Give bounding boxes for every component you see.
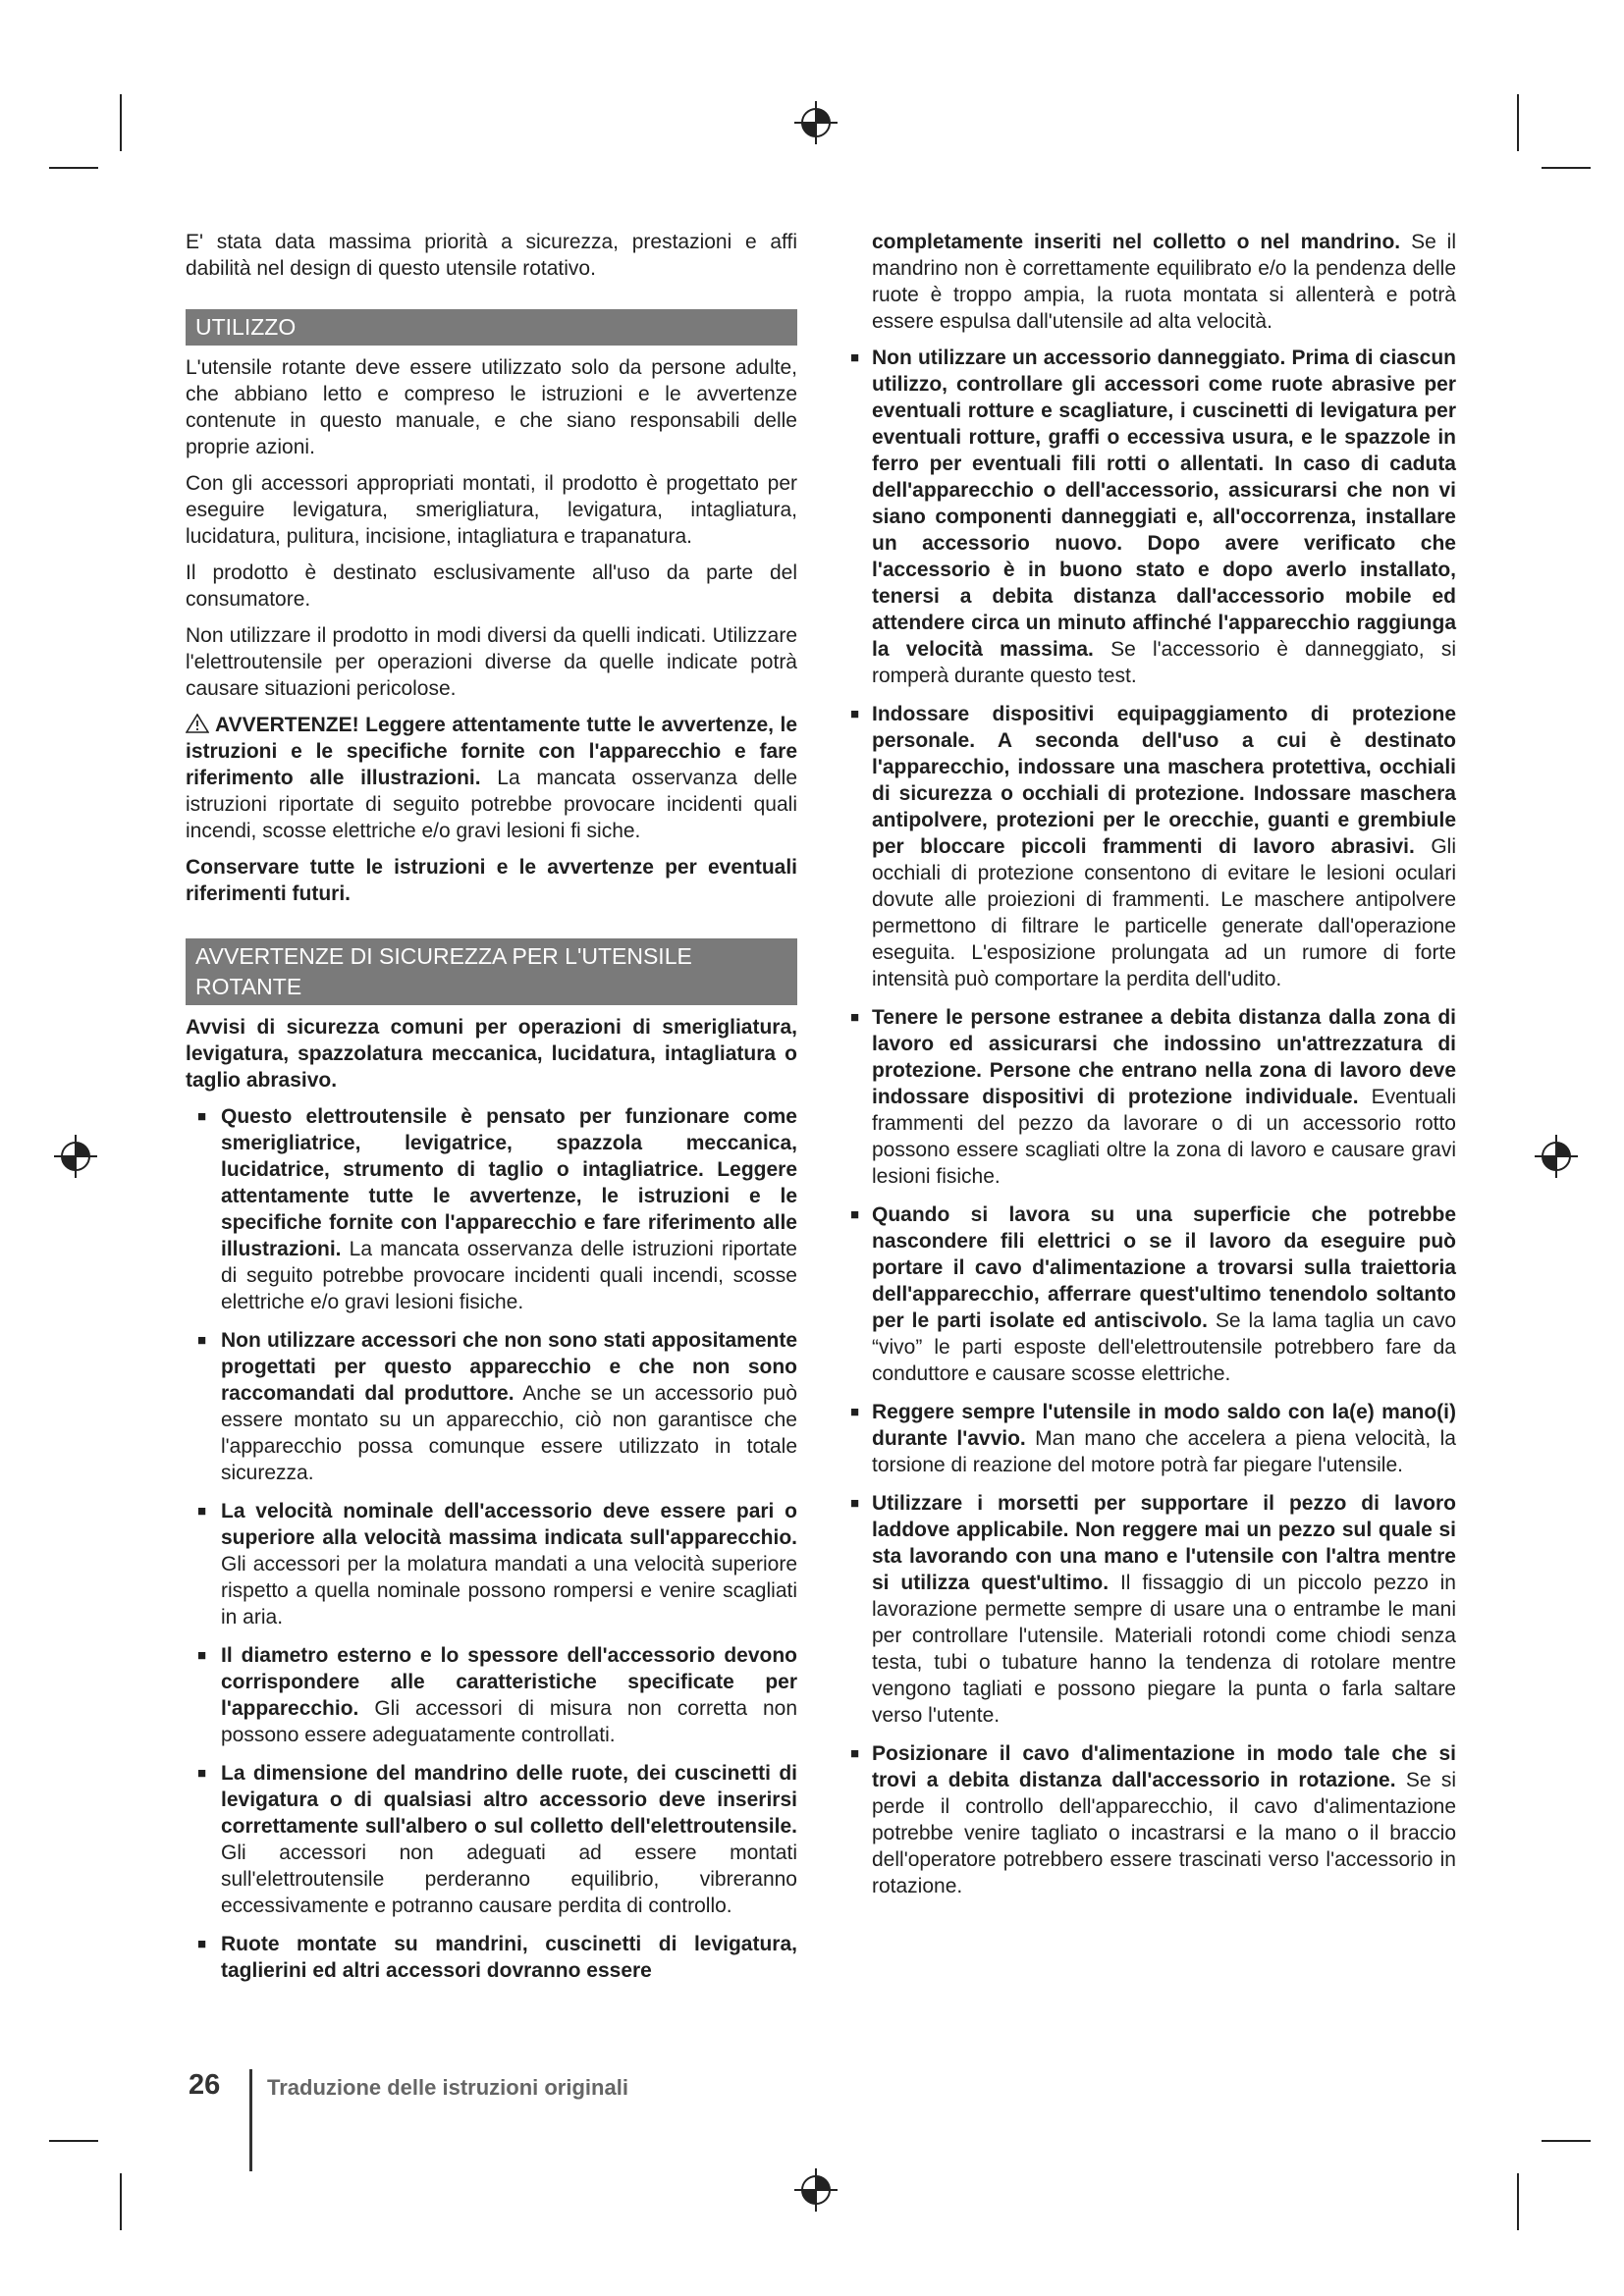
bullet-icon: ■ bbox=[197, 1503, 207, 1520]
left-bullet-list bbox=[186, 1103, 797, 1984]
registration-mark-icon bbox=[53, 1134, 98, 1179]
common-warnings-intro: Avvisi di sicurezza comuni per operazioni di smerigliatura, levigatura, spazzolatura meccanica, lucidatura, intagliatura o taglio abrasivo. bbox=[186, 1016, 797, 1092]
bullet-icon: ■ bbox=[850, 1495, 860, 1512]
crop-mark bbox=[1517, 2173, 1519, 2230]
list-item: ■ Questo elettroutensile è pensato per funzionare come smerigliatrice, levigatrice, spazzola meccanica, lucidatrice, strumento di taglio o intagliatrice. Leggere attentamente tutte le avvertenze, le istruzioni e le specifiche fornite con l'apparecchio e fare riferimento alle illustrazioni. La mancata osservanza delle istruzioni riportate di seguito potrebbe provocare incidenti quali incendi, scosse elettriche e/o gravi lesioni fisiche. bbox=[197, 1105, 797, 1313]
section-heading-use: UTILIZZO bbox=[186, 309, 797, 346]
bullet-icon: ■ bbox=[850, 349, 860, 366]
right-bullet-list bbox=[850, 345, 1457, 1899]
list-item: ■ Non utilizzare accessori che non sono stati appositamente progettati per questo apparecchio e che non sono raccomandati dal produttore. Anche se un accessorio può essere montato su un apparecchio, ciò non garantisce che l'apparecchio possa comunque essere utilizzato in totale sicurezza. bbox=[197, 1329, 797, 1484]
crop-mark bbox=[49, 2140, 98, 2142]
warning-triangle-icon bbox=[186, 714, 209, 733]
use-paragraph: Con gli accessori appropriati montati, il prodotto è progettato per eseguire levigatura, smerigliatura, levigatura, intagliatura, lucidatura, pulitura, incisione, intagliatura e trapanatura. bbox=[186, 472, 797, 548]
right-column bbox=[850, 229, 1457, 1911]
bullet-icon: ■ bbox=[850, 1404, 860, 1420]
page-number: 26 bbox=[189, 2069, 221, 2101]
warning-paragraph bbox=[186, 712, 797, 844]
registration-mark-icon bbox=[793, 100, 839, 145]
list-item: ■ Non utilizzare un accessorio danneggiato. Prima di ciascun utilizzo, controllare gli accessori come ruote abrasive per eventuali rotture e scagliature, i cuscinetti di levigatura per eventuali rotture, graffi o eccessiva usura, e le spazzole in ferro per eventuali fili rotti o allentati. In caso di caduta dell'apparecchio o dell'accessorio, assicurarsi che non vi siano componenti danneggiati e, all'occorrenza, installare un accessorio nuovo. Dopo avere verificato che l'accessorio è in buono stato e dopo averlo installato, tenersi a debita distanza dall'accessorio mobile ed attendere circa un minuto affinché l'apparecchio raggiunga la velocità massima. Se l'accessorio è danneggiato, si romperà durante questo test. bbox=[850, 347, 1456, 687]
list-item: ■ Quando si lavora su una superficie che potrebbe nascondere fili elettrici o se il lavoro da eseguire può portare il cavo d'alimentazione a trovarsi sulla traiettoria dell'apparecchio, afferrare quest'ultimo tenendolo soltanto per le parti isolate ed antiscivolo. Se la lama taglia un cavo “vivo” le parti esposte dell'elettroutensile potrebbero fare da conduttore e causare scosse elettriche. bbox=[850, 1203, 1457, 1385]
bullet-icon: ■ bbox=[197, 1332, 207, 1349]
bullet-icon: ■ bbox=[197, 1765, 207, 1782]
crop-mark bbox=[49, 167, 98, 169]
use-paragraph: Il prodotto è destinato esclusivamente all'uso da parte del consumatore. bbox=[186, 561, 797, 611]
bullet-icon: ■ bbox=[197, 1108, 207, 1125]
bullet-icon: ■ bbox=[850, 1745, 860, 1762]
bullet-icon: ■ bbox=[850, 1009, 860, 1026]
bullet-icon: ■ bbox=[197, 1647, 207, 1664]
keep-instructions: Conservare tutte le istruzioni e le avvertenze per eventuali riferimenti futuri. bbox=[186, 856, 797, 905]
crop-mark bbox=[120, 2173, 122, 2230]
crop-mark bbox=[120, 94, 122, 151]
bullet-icon: ■ bbox=[850, 706, 860, 722]
bullet-icon: ■ bbox=[197, 1936, 207, 1952]
list-item: ■ Ruote montate su mandrini, cuscinetti di levigatura, taglierini ed altri accessori dovranno essere bbox=[197, 1933, 797, 1982]
bullet-icon: ■ bbox=[850, 1206, 860, 1223]
left-column bbox=[186, 229, 797, 1996]
list-item: ■ Reggere sempre l'utensile in modo saldo con la(e) mano(i) durante l'avvio. Man mano che accelera a piena velocità, la torsione di reazione del motore potrà far piegare l'utensile. bbox=[850, 1401, 1456, 1476]
list-item: ■ Utilizzare i morsetti per supportare il pezzo di lavoro laddove applicabile. Non reggere mai un pezzo sul quale si sta lavorando con una mano e l'utensile con l'altra mentre si utilizza quest'ultimo. Il fissaggio di un piccolo pezzo in lavorazione permette sempre di usare una o entrambe le mani per controllare l'utensile. Materiali rotondi come chiodi senza testa, tubi o tubature hanno la tendenza di rotolare mentre vengono tagliati e possono piegare la punta o farla saltare verso l'utente. bbox=[850, 1492, 1456, 1727]
list-item: ■ La velocità nominale dell'accessorio deve essere pari o superiore alla velocità massima indicata sull'apparecchio. Gli accessori per la molatura mandati a una velocità superiore rispetto a quella nominale possono rompersi e venire scagliati in aria. bbox=[197, 1500, 797, 1629]
registration-mark-icon bbox=[793, 2167, 839, 2213]
continued-paragraph: completamente inseriti nel colletto o nel mandrino. Se il mandrino non è correttamente equilibrato e/o la pendenza delle ruote è troppo ampia, la ruota montata si allenterà e potrà essere espulsa dall'utensile ad alta velocità. bbox=[872, 231, 1457, 333]
list-item: ■ Posizionare il cavo d'alimentazione in modo tale che si trovi a debita distanza dall'accessorio in rotazione. Se si perde il controllo dell'apparecchio, il cavo d'alimentazione potrebbe venire tagliato o incastrarsi e la mano o il braccio dell'operatore potrebbero essere trascinati verso l'accessorio in rotazione. bbox=[850, 1742, 1456, 1897]
list-item: ■ Indossare dispositivi equipaggiamento di protezione personale. A seconda dell'uso a cui è destinato l'apparecchio, indossare una maschera protettiva, occhiali di sicurezza o occhiali di protezione. Indossare maschera antipolvere, protezioni per le orecchie, guanti e grembiule per bloccare piccoli frammenti di lavoro abrasivi. Gli occhiali di protezione consentono di evitare le lesioni oculari dovute alle proiezioni di frammenti. Le maschere antipolvere permettono di filtrare le particelle generate dall'operazione eseguita. L'esposizione prolungata ad un rumore di forte intensità può comportare la perdita dell'udito. bbox=[850, 703, 1456, 990]
footer-text: Traduzione delle istruzioni originali bbox=[267, 2075, 628, 2100]
registration-mark-icon bbox=[1534, 1134, 1579, 1179]
list-item: ■ La dimensione del mandrino delle ruote, dei cuscinetti di levigatura o di qualsiasi altro accessorio deve inserirsi correttamente sull'albero o sul colletto dell'elettroutensile. Gli accessori non adeguati ad essere montati sull'elettroutensile perderanno equilibrio, vibreranno eccessivamente e potranno causare perdita di controllo. bbox=[197, 1762, 797, 1917]
section-heading-safety: AVVERTENZE DI SICUREZZA PER L'UTENSILE ROTANTE bbox=[186, 938, 797, 1005]
crop-mark bbox=[1542, 167, 1591, 169]
warning-text: La mancata osservanza delle istruzioni riportate di seguito potrebbe provocare incidenti quali incendi, scosse elettriche e/o gravi lesioni fi siche. bbox=[186, 767, 798, 842]
list-item: ■ Tenere le persone estranee a debita distanza dalla zona di lavoro ed assicurarsi che indossino un'attrezzatura di protezione. Persone che entrano nella zona di lavoro deve indossare dispositivi di protezione individuale. Eventuali frammenti del pezzo da lavorare o di un accessorio rotto possono essere scagliati oltre la zona di lavoro e causare gravi lesioni fisiche. bbox=[850, 1006, 1456, 1188]
use-paragraph: L'utensile rotante deve essere utilizzato solo da persone adulte, che abbiano letto e compreso le istruzioni e le avvertenze contenute in questo manuale, e che siano responsabili delle proprie azioni. bbox=[186, 356, 797, 458]
crop-mark bbox=[1517, 94, 1519, 151]
intro-paragraph: E' stata data massima priorità a sicurezza, prestazioni e affi dabilità nel design di questo utensile rotativo. bbox=[186, 231, 797, 280]
crop-mark bbox=[1542, 2140, 1591, 2142]
warning-bold-text: AVVERTENZE! Leggere attentamente tutte le avvertenze, le istruzioni e le specifiche fornite con l'apparecchio e fare riferimento alle illustrazioni. bbox=[186, 714, 797, 789]
footer-divider bbox=[249, 2069, 252, 2171]
use-paragraph: Non utilizzare il prodotto in modi diversi da quelli indicati. Utilizzare l'elettroutensile per operazioni diverse da quelle indicate potrà causare situazioni pericolose. bbox=[186, 624, 797, 700]
list-item: ■ Il diametro esterno e lo spessore dell'accessorio devono corrispondere alle caratteristiche specificate per l'apparecchio. Gli accessori di misura non corretta non possono essere adeguatamente controllati. bbox=[197, 1644, 797, 1746]
